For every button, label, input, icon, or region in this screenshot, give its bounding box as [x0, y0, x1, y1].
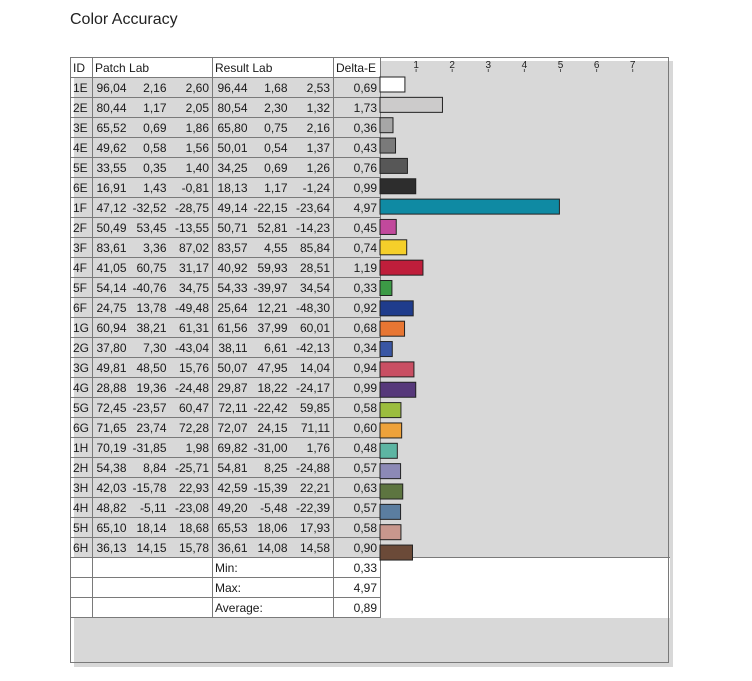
result-lab-value: 14,58	[291, 538, 334, 558]
patch-id: 2H	[71, 458, 93, 478]
delta-e-value: 0,57	[334, 498, 381, 518]
patch-lab-value: -0,81	[170, 178, 213, 198]
result-lab-value: 29,87	[213, 378, 251, 398]
delta-e-value: 0,99	[334, 378, 381, 398]
delta-e-bar-chart	[379, 57, 669, 607]
patch-lab-value: 48,82	[93, 498, 130, 518]
result-lab-value: 0,69	[251, 158, 291, 178]
patch-lab-value: 65,52	[93, 118, 130, 138]
result-lab-value: -31,00	[251, 438, 291, 458]
result-lab-value: -5,48	[251, 498, 291, 518]
delta-e-bar-5G	[380, 403, 401, 418]
result-lab-value: 2,30	[251, 98, 291, 118]
result-lab-value: 36,61	[213, 538, 251, 558]
result-lab-value: 14,08	[251, 538, 291, 558]
patch-lab-value: 49,62	[93, 138, 130, 158]
delta-e-bar-5F	[380, 281, 392, 296]
patch-lab-value: -43,04	[170, 338, 213, 358]
delta-e-value: 1,73	[334, 98, 381, 118]
patch-lab-value: 28,88	[93, 378, 130, 398]
patch-lab-value: -25,71	[170, 458, 213, 478]
patch-lab-value: 53,45	[130, 218, 170, 238]
patch-id: 5F	[71, 278, 93, 298]
result-lab-value: 25,64	[213, 298, 251, 318]
result-lab-value: 59,85	[291, 398, 334, 418]
patch-lab-value: 34,75	[170, 278, 213, 298]
delta-e-value: 0,99	[334, 178, 381, 198]
result-lab-value: 59,93	[251, 258, 291, 278]
chart-title: Color Accuracy	[70, 11, 178, 28]
result-lab-value: 83,57	[213, 238, 251, 258]
result-lab-value: 1,26	[291, 158, 334, 178]
patch-lab-value: 36,13	[93, 538, 130, 558]
result-lab-value: 50,07	[213, 358, 251, 378]
delta-e-bar-6H	[380, 545, 412, 560]
result-lab-value: 50,71	[213, 218, 251, 238]
result-lab-value: -24,88	[291, 458, 334, 478]
result-lab-value: -22,15	[251, 198, 291, 218]
result-lab-value: 2,53	[291, 78, 334, 98]
patch-id: 1E	[71, 78, 93, 98]
patch-lab-value: 22,93	[170, 478, 213, 498]
delta-e-bar-1E	[380, 77, 405, 92]
result-lab-value: 96,44	[213, 78, 251, 98]
delta-e-value: 0,60	[334, 418, 381, 438]
patch-lab-value: 18,68	[170, 518, 213, 538]
header-result-lab: Result Lab	[213, 58, 334, 78]
result-lab-value: 60,01	[291, 318, 334, 338]
patch-lab-value: 70,19	[93, 438, 130, 458]
result-lab-value: 42,59	[213, 478, 251, 498]
delta-e-value: 0,68	[334, 318, 381, 338]
delta-e-value: 0,45	[334, 218, 381, 238]
delta-e-value: 0,94	[334, 358, 381, 378]
result-lab-value: 52,81	[251, 218, 291, 238]
result-lab-value: -14,23	[291, 218, 334, 238]
patch-lab-value: -5,11	[130, 498, 170, 518]
patch-id: 2F	[71, 218, 93, 238]
patch-lab-value: 61,31	[170, 318, 213, 338]
result-lab-value: 24,15	[251, 418, 291, 438]
patch-lab-value: 1,56	[170, 138, 213, 158]
header-delta-e: Delta-E	[334, 58, 381, 78]
patch-id: 3H	[71, 478, 93, 498]
result-lab-value: 37,99	[251, 318, 291, 338]
result-lab-value: 1,37	[291, 138, 334, 158]
patch-id: 6F	[71, 298, 93, 318]
patch-lab-value: 8,84	[130, 458, 170, 478]
result-lab-value: -23,64	[291, 198, 334, 218]
patch-lab-value: 7,30	[130, 338, 170, 358]
patch-lab-value: 0,69	[130, 118, 170, 138]
patch-lab-value: 54,38	[93, 458, 130, 478]
result-lab-value: 34,25	[213, 158, 251, 178]
delta-e-value: 0,57	[334, 458, 381, 478]
result-lab-value: 18,13	[213, 178, 251, 198]
delta-e-bar-2H	[380, 464, 401, 479]
result-lab-value: 72,11	[213, 398, 251, 418]
result-lab-value: 80,54	[213, 98, 251, 118]
delta-e-value: 0,90	[334, 538, 381, 558]
patch-id: 6G	[71, 418, 93, 438]
result-lab-value: 47,95	[251, 358, 291, 378]
result-lab-value: -48,30	[291, 298, 334, 318]
result-lab-value: 54,33	[213, 278, 251, 298]
patch-lab-value: -28,75	[170, 198, 213, 218]
delta-e-value: 0,63	[334, 478, 381, 498]
patch-lab-value: 87,02	[170, 238, 213, 258]
result-lab-value: 22,21	[291, 478, 334, 498]
delta-e-value: 0,36	[334, 118, 381, 138]
delta-e-bar-3F	[380, 240, 407, 255]
summary-label: Min:	[213, 558, 334, 578]
delta-e-value: 0,69	[334, 78, 381, 98]
header-patch-lab: Patch Lab	[93, 58, 213, 78]
delta-e-bar-2E	[380, 97, 442, 112]
patch-lab-value: 13,78	[130, 298, 170, 318]
patch-lab-value: 16,91	[93, 178, 130, 198]
patch-lab-value: -49,48	[170, 298, 213, 318]
delta-e-value: 0,48	[334, 438, 381, 458]
summary-label: Average:	[213, 598, 334, 618]
result-lab-value: 38,11	[213, 338, 251, 358]
delta-e-bar-2G	[380, 342, 392, 357]
delta-e-bar-4H	[380, 504, 401, 519]
patch-lab-value: 42,03	[93, 478, 130, 498]
delta-e-value: 1,19	[334, 258, 381, 278]
delta-e-bar-1H	[380, 443, 397, 458]
patch-lab-value: 60,94	[93, 318, 130, 338]
result-lab-value: 49,20	[213, 498, 251, 518]
result-lab-value: 1,68	[251, 78, 291, 98]
result-lab-value: 18,06	[251, 518, 291, 538]
patch-lab-value: 3,36	[130, 238, 170, 258]
result-lab-value: 8,25	[251, 458, 291, 478]
result-lab-value: 50,01	[213, 138, 251, 158]
patch-lab-value: 31,17	[170, 258, 213, 278]
result-lab-value: 65,80	[213, 118, 251, 138]
patch-lab-value: 72,45	[93, 398, 130, 418]
x-tick-label: 7	[629, 60, 636, 71]
result-lab-value: -22,39	[291, 498, 334, 518]
patch-id: 6H	[71, 538, 93, 558]
patch-id: 4E	[71, 138, 93, 158]
patch-lab-value: 33,55	[93, 158, 130, 178]
patch-lab-value: 14,15	[130, 538, 170, 558]
result-lab-value: 14,04	[291, 358, 334, 378]
patch-lab-value: 23,74	[130, 418, 170, 438]
delta-e-bar-4F	[380, 260, 423, 275]
patch-lab-value: 0,35	[130, 158, 170, 178]
x-tick-label: 6	[593, 60, 600, 71]
summary-label: Max:	[213, 578, 334, 598]
x-tick-label: 1	[413, 60, 419, 71]
patch-id: 1G	[71, 318, 93, 338]
x-tick-label: 2	[449, 60, 455, 71]
patch-lab-value: 15,76	[170, 358, 213, 378]
delta-e-bar-4E	[380, 138, 396, 153]
result-lab-value: 0,75	[251, 118, 291, 138]
delta-e-value: 0,43	[334, 138, 381, 158]
result-lab-value: -1,24	[291, 178, 334, 198]
patch-lab-value: 1,40	[170, 158, 213, 178]
patch-id: 5E	[71, 158, 93, 178]
delta-e-bar-6E	[380, 179, 416, 194]
x-tick-label: 3	[485, 60, 492, 71]
patch-id: 1H	[71, 438, 93, 458]
patch-lab-value: -13,55	[170, 218, 213, 238]
summary-value: 4,97	[334, 578, 381, 598]
patch-lab-value: 83,61	[93, 238, 130, 258]
delta-e-value: 0,76	[334, 158, 381, 178]
patch-id: 4H	[71, 498, 93, 518]
patch-lab-value: 37,80	[93, 338, 130, 358]
result-lab-value: -24,17	[291, 378, 334, 398]
patch-lab-value: 60,75	[130, 258, 170, 278]
result-lab-value: 2,16	[291, 118, 334, 138]
x-tick-label: 4	[521, 60, 528, 71]
patch-id: 5G	[71, 398, 93, 418]
patch-lab-value: 2,60	[170, 78, 213, 98]
result-lab-value: 34,54	[291, 278, 334, 298]
result-lab-value: -42,13	[291, 338, 334, 358]
patch-lab-value: 15,78	[170, 538, 213, 558]
patch-lab-value: 24,75	[93, 298, 130, 318]
result-lab-value: 12,21	[251, 298, 291, 318]
patch-lab-value: 65,10	[93, 518, 130, 538]
patch-lab-value: 49,81	[93, 358, 130, 378]
patch-lab-value: 1,43	[130, 178, 170, 198]
delta-e-bar-5H	[380, 525, 401, 540]
patch-lab-value: 0,58	[130, 138, 170, 158]
patch-lab-value: -32,52	[130, 198, 170, 218]
delta-e-value: 0,58	[334, 398, 381, 418]
delta-e-value: 0,74	[334, 238, 381, 258]
result-lab-value: 1,32	[291, 98, 334, 118]
delta-e-bar-4G	[380, 382, 416, 397]
result-lab-value: 28,51	[291, 258, 334, 278]
header-id: ID	[71, 58, 93, 78]
patch-lab-value: 38,21	[130, 318, 170, 338]
delta-e-bar-1F	[380, 199, 559, 214]
delta-e-bar-3H	[380, 484, 403, 499]
delta-e-bar-5E	[380, 158, 407, 173]
patch-lab-value: -23,57	[130, 398, 170, 418]
patch-id: 4F	[71, 258, 93, 278]
delta-e-bar-3E	[380, 118, 393, 133]
patch-lab-value: -40,76	[130, 278, 170, 298]
result-lab-value: 72,07	[213, 418, 251, 438]
patch-id: 6E	[71, 178, 93, 198]
x-tick-label: 5	[557, 60, 564, 71]
patch-id: 3E	[71, 118, 93, 138]
delta-e-bar-2F	[380, 219, 396, 234]
result-lab-value: 1,17	[251, 178, 291, 198]
result-lab-value: 65,53	[213, 518, 251, 538]
result-lab-value: 18,22	[251, 378, 291, 398]
summary-value: 0,33	[334, 558, 381, 578]
patch-lab-value: 1,86	[170, 118, 213, 138]
patch-lab-value: 2,16	[130, 78, 170, 98]
patch-lab-value: 80,44	[93, 98, 130, 118]
delta-e-value: 0,34	[334, 338, 381, 358]
patch-lab-value: 96,04	[93, 78, 130, 98]
patch-lab-value: 1,17	[130, 98, 170, 118]
patch-lab-value: 54,14	[93, 278, 130, 298]
patch-id: 1F	[71, 198, 93, 218]
result-lab-value: 49,14	[213, 198, 251, 218]
result-lab-value: 0,54	[251, 138, 291, 158]
patch-id: 2G	[71, 338, 93, 358]
patch-lab-value: 1,98	[170, 438, 213, 458]
patch-id: 3G	[71, 358, 93, 378]
patch-id: 3F	[71, 238, 93, 258]
result-lab-value: 85,84	[291, 238, 334, 258]
delta-e-bar-1G	[380, 321, 405, 336]
patch-lab-value: 72,28	[170, 418, 213, 438]
patch-id: 5H	[71, 518, 93, 538]
result-lab-value: 69,82	[213, 438, 251, 458]
result-lab-value: 54,81	[213, 458, 251, 478]
result-lab-value: 6,61	[251, 338, 291, 358]
patch-lab-value: 47,12	[93, 198, 130, 218]
patch-lab-value: 60,47	[170, 398, 213, 418]
delta-e-bar-3G	[380, 362, 414, 377]
result-lab-value: -15,39	[251, 478, 291, 498]
patch-id: 2E	[71, 98, 93, 118]
delta-e-value: 0,58	[334, 518, 381, 538]
patch-lab-value: 50,49	[93, 218, 130, 238]
patch-lab-value: -23,08	[170, 498, 213, 518]
delta-e-bar-6G	[380, 423, 402, 438]
delta-e-bar-6F	[380, 301, 413, 316]
summary-value: 0,89	[334, 598, 381, 618]
delta-e-value: 0,33	[334, 278, 381, 298]
patch-lab-value: 71,65	[93, 418, 130, 438]
delta-e-value: 4,97	[334, 198, 381, 218]
result-lab-value: -39,97	[251, 278, 291, 298]
result-lab-value: 40,92	[213, 258, 251, 278]
patch-lab-value: -31,85	[130, 438, 170, 458]
patch-lab-value: 41,05	[93, 258, 130, 278]
result-lab-value: 4,55	[251, 238, 291, 258]
patch-id: 4G	[71, 378, 93, 398]
patch-lab-value: -15,78	[130, 478, 170, 498]
patch-lab-value: 2,05	[170, 98, 213, 118]
result-lab-value: 71,11	[291, 418, 334, 438]
result-lab-value: 61,56	[213, 318, 251, 338]
patch-lab-value: 48,50	[130, 358, 170, 378]
result-lab-value: 1,76	[291, 438, 334, 458]
result-lab-value: 17,93	[291, 518, 334, 538]
patch-lab-value: -24,48	[170, 378, 213, 398]
patch-lab-value: 18,14	[130, 518, 170, 538]
patch-lab-value: 19,36	[130, 378, 170, 398]
result-lab-value: -22,42	[251, 398, 291, 418]
delta-e-value: 0,92	[334, 298, 381, 318]
